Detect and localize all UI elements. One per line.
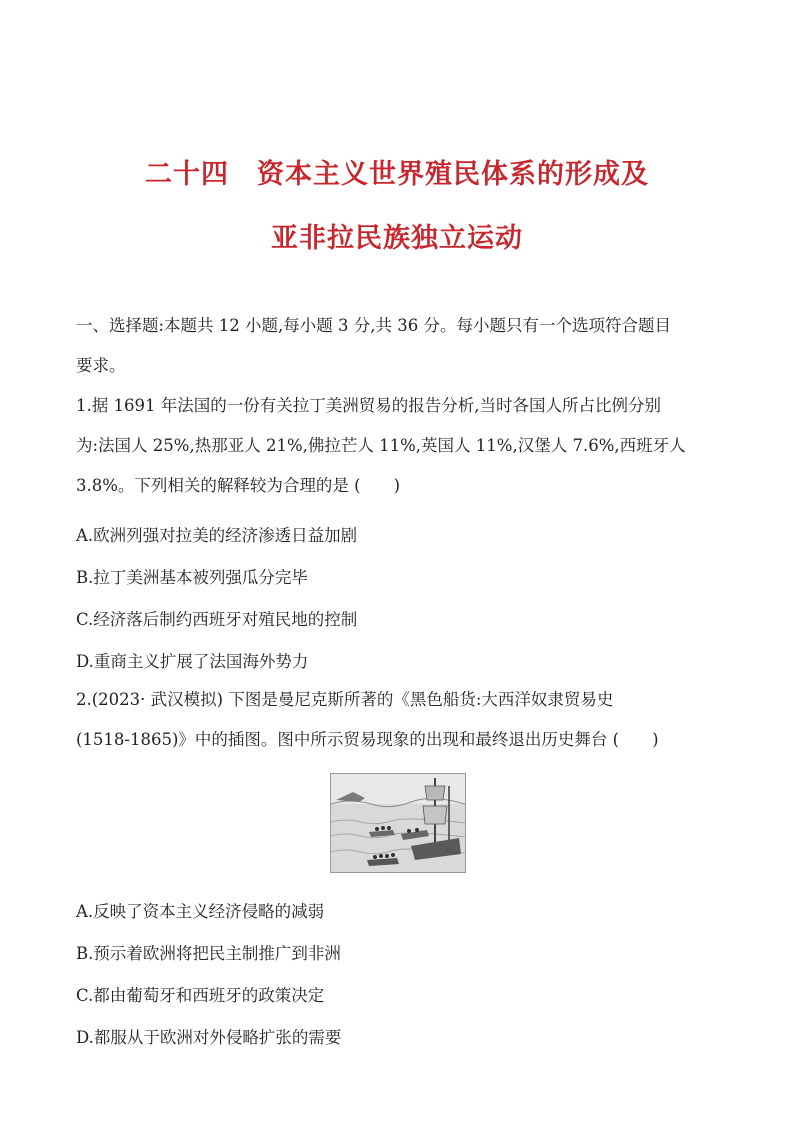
question-2-line-2: (1518-1865)》中的插图。图中所示贸易现象的出现和最终退出历史舞台 ( ) [76, 730, 659, 749]
section-instructions-line-1: 一、选择题:本题共 12 小题,每小题 3 分,共 36 分。每小题只有一个选项符合题目 [76, 316, 672, 335]
question-1-option-d: D.重商主义扩展了法国海外势力 [76, 652, 309, 671]
page-title-line-2: 亚非拉民族独立运动 [271, 223, 523, 254]
page-title-line-1: 二十四 资本主义世界殖民体系的形成及 [145, 159, 649, 190]
ship-engraving-image [331, 774, 465, 872]
question-1-option-c: C.经济落后制约西班牙对殖民地的控制 [76, 610, 358, 629]
question-1-line-2: 为:法国人 25%,热那亚人 21%,佛拉芒人 11%,英国人 11%,汉堡人 7.6%,西班牙人 [76, 436, 686, 455]
question-2-option-b: B.预示着欧洲将把民主制推广到非洲 [76, 944, 341, 963]
question-1-line-1: 1.据 1691 年法国的一份有关拉丁美洲贸易的报告分析,当时各国人所占比例分别 [76, 396, 661, 415]
question-1-option-a: A.欧洲列强对拉美的经济渗透日益加剧 [76, 526, 358, 545]
question-2-stem [76, 680, 721, 760]
question-1-line-3: 3.8%。下列相关的解释较为合理的是 ( ) [76, 476, 401, 495]
section-instructions-line-2: 要求。 [76, 356, 126, 375]
question-2-option-a: A.反映了资本主义经济侵略的减弱 [76, 902, 325, 921]
question-1-stem [76, 386, 721, 506]
question-2-line-1: 2.(2023· 武汉模拟) 下图是曼尼克斯所著的《黑色船货:大西洋奴隶贸易史 [76, 690, 614, 709]
section-instructions [76, 306, 721, 386]
question-2-option-d: D.都服从于欧洲对外侵略扩张的需要 [76, 1028, 342, 1047]
slave-trade-illustration [330, 773, 466, 873]
question-2-option-c: C.都由葡萄牙和西班牙的政策决定 [76, 986, 325, 1005]
question-1-option-b: B.拉丁美洲基本被列强瓜分完毕 [76, 568, 308, 587]
